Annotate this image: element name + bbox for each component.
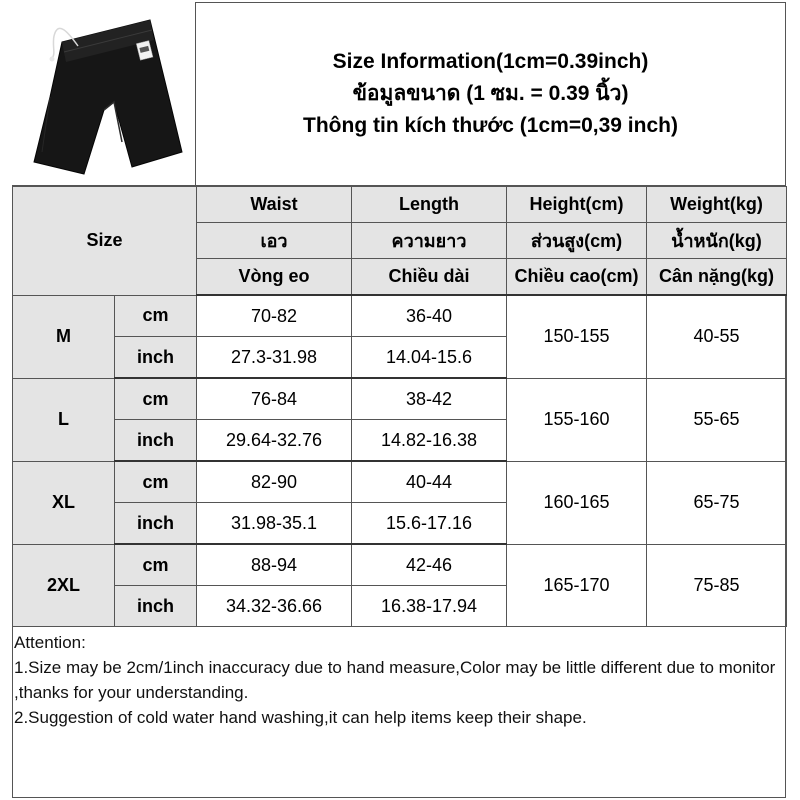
unit-label: inch bbox=[115, 420, 197, 462]
note-washing: 2.Suggestion of cold water hand washing,it can help items keep their shape. bbox=[14, 708, 587, 727]
length-inch: 15.6-17.16 bbox=[352, 503, 507, 545]
title-block bbox=[196, 2, 785, 185]
unit-label: inch bbox=[115, 586, 197, 627]
weight-range: 40-55 bbox=[647, 295, 787, 378]
size-chart-header bbox=[12, 2, 786, 186]
waist-cm: 82-90 bbox=[197, 461, 352, 503]
col-header-weight-en: Weight(kg) bbox=[647, 187, 787, 223]
col-header-waist-th: เอว bbox=[197, 223, 352, 259]
col-header-length-en: Length bbox=[352, 187, 507, 223]
length-cm: 42-46 bbox=[352, 544, 507, 586]
col-header-length-th: ความยาว bbox=[352, 223, 507, 259]
waist-cm: 76-84 bbox=[197, 378, 352, 420]
title-thai: ข้อมูลขนาด (1 ซม. = 0.39 นิ้ว) bbox=[352, 81, 629, 105]
waist-cm: 88-94 bbox=[197, 544, 352, 586]
table-row bbox=[13, 544, 787, 586]
size-name: 2XL bbox=[13, 544, 115, 627]
table-row bbox=[13, 461, 787, 503]
height-range: 160-165 bbox=[507, 461, 647, 544]
size-name: M bbox=[13, 295, 115, 378]
size-name: L bbox=[13, 378, 115, 461]
length-inch: 14.82-16.38 bbox=[352, 420, 507, 462]
unit-label: inch bbox=[115, 503, 197, 545]
waist-cm: 70-82 bbox=[197, 295, 352, 337]
size-header: Size bbox=[13, 187, 197, 296]
unit-label: cm bbox=[115, 544, 197, 586]
waist-inch: 31.98-35.1 bbox=[197, 503, 352, 545]
unit-label: cm bbox=[115, 378, 197, 420]
height-range: 150-155 bbox=[507, 295, 647, 378]
weight-range: 55-65 bbox=[647, 378, 787, 461]
title-english: Size Information(1cm=0.39inch) bbox=[332, 49, 649, 73]
col-header-height-vi: Chiều cao(cm) bbox=[507, 259, 647, 296]
col-header-weight-vi: Cân nặng(kg) bbox=[647, 259, 787, 296]
notes-heading: Attention: bbox=[14, 633, 86, 652]
col-header-length-vi: Chiều dài bbox=[352, 259, 507, 296]
shorts-image bbox=[12, 2, 194, 184]
title-vietnamese: Thông tin kích thước (1cm=0,39 inch) bbox=[303, 113, 678, 137]
attention-notes bbox=[14, 630, 784, 730]
waist-inch: 27.3-31.98 bbox=[197, 337, 352, 379]
note-measurement: 1.Size may be 2cm/1inch inaccuracy due to hand measure,Color may be little different due to monitor ,thanks for your understanding. bbox=[14, 658, 776, 702]
col-header-waist-vi: Vòng eo bbox=[197, 259, 352, 296]
col-header-height-en: Height(cm) bbox=[507, 187, 647, 223]
unit-label: cm bbox=[115, 295, 197, 337]
height-range: 165-170 bbox=[507, 544, 647, 627]
weight-range: 65-75 bbox=[647, 461, 787, 544]
weight-range: 75-85 bbox=[647, 544, 787, 627]
waist-inch: 29.64-32.76 bbox=[197, 420, 352, 462]
unit-label: cm bbox=[115, 461, 197, 503]
length-cm: 40-44 bbox=[352, 461, 507, 503]
length-cm: 38-42 bbox=[352, 378, 507, 420]
length-inch: 14.04-15.6 bbox=[352, 337, 507, 379]
unit-label: inch bbox=[115, 337, 197, 379]
size-name: XL bbox=[13, 461, 115, 544]
product-photo bbox=[12, 2, 196, 185]
length-cm: 36-40 bbox=[352, 295, 507, 337]
height-range: 155-160 bbox=[507, 378, 647, 461]
size-table bbox=[12, 186, 787, 627]
col-header-height-th: ส่วนสูง(cm) bbox=[507, 223, 647, 259]
length-inch: 16.38-17.94 bbox=[352, 586, 507, 627]
table-row bbox=[13, 378, 787, 420]
col-header-waist-en: Waist bbox=[197, 187, 352, 223]
col-header-weight-th: น้ำหนัก(kg) bbox=[647, 223, 787, 259]
table-row bbox=[13, 295, 787, 337]
waist-inch: 34.32-36.66 bbox=[197, 586, 352, 627]
